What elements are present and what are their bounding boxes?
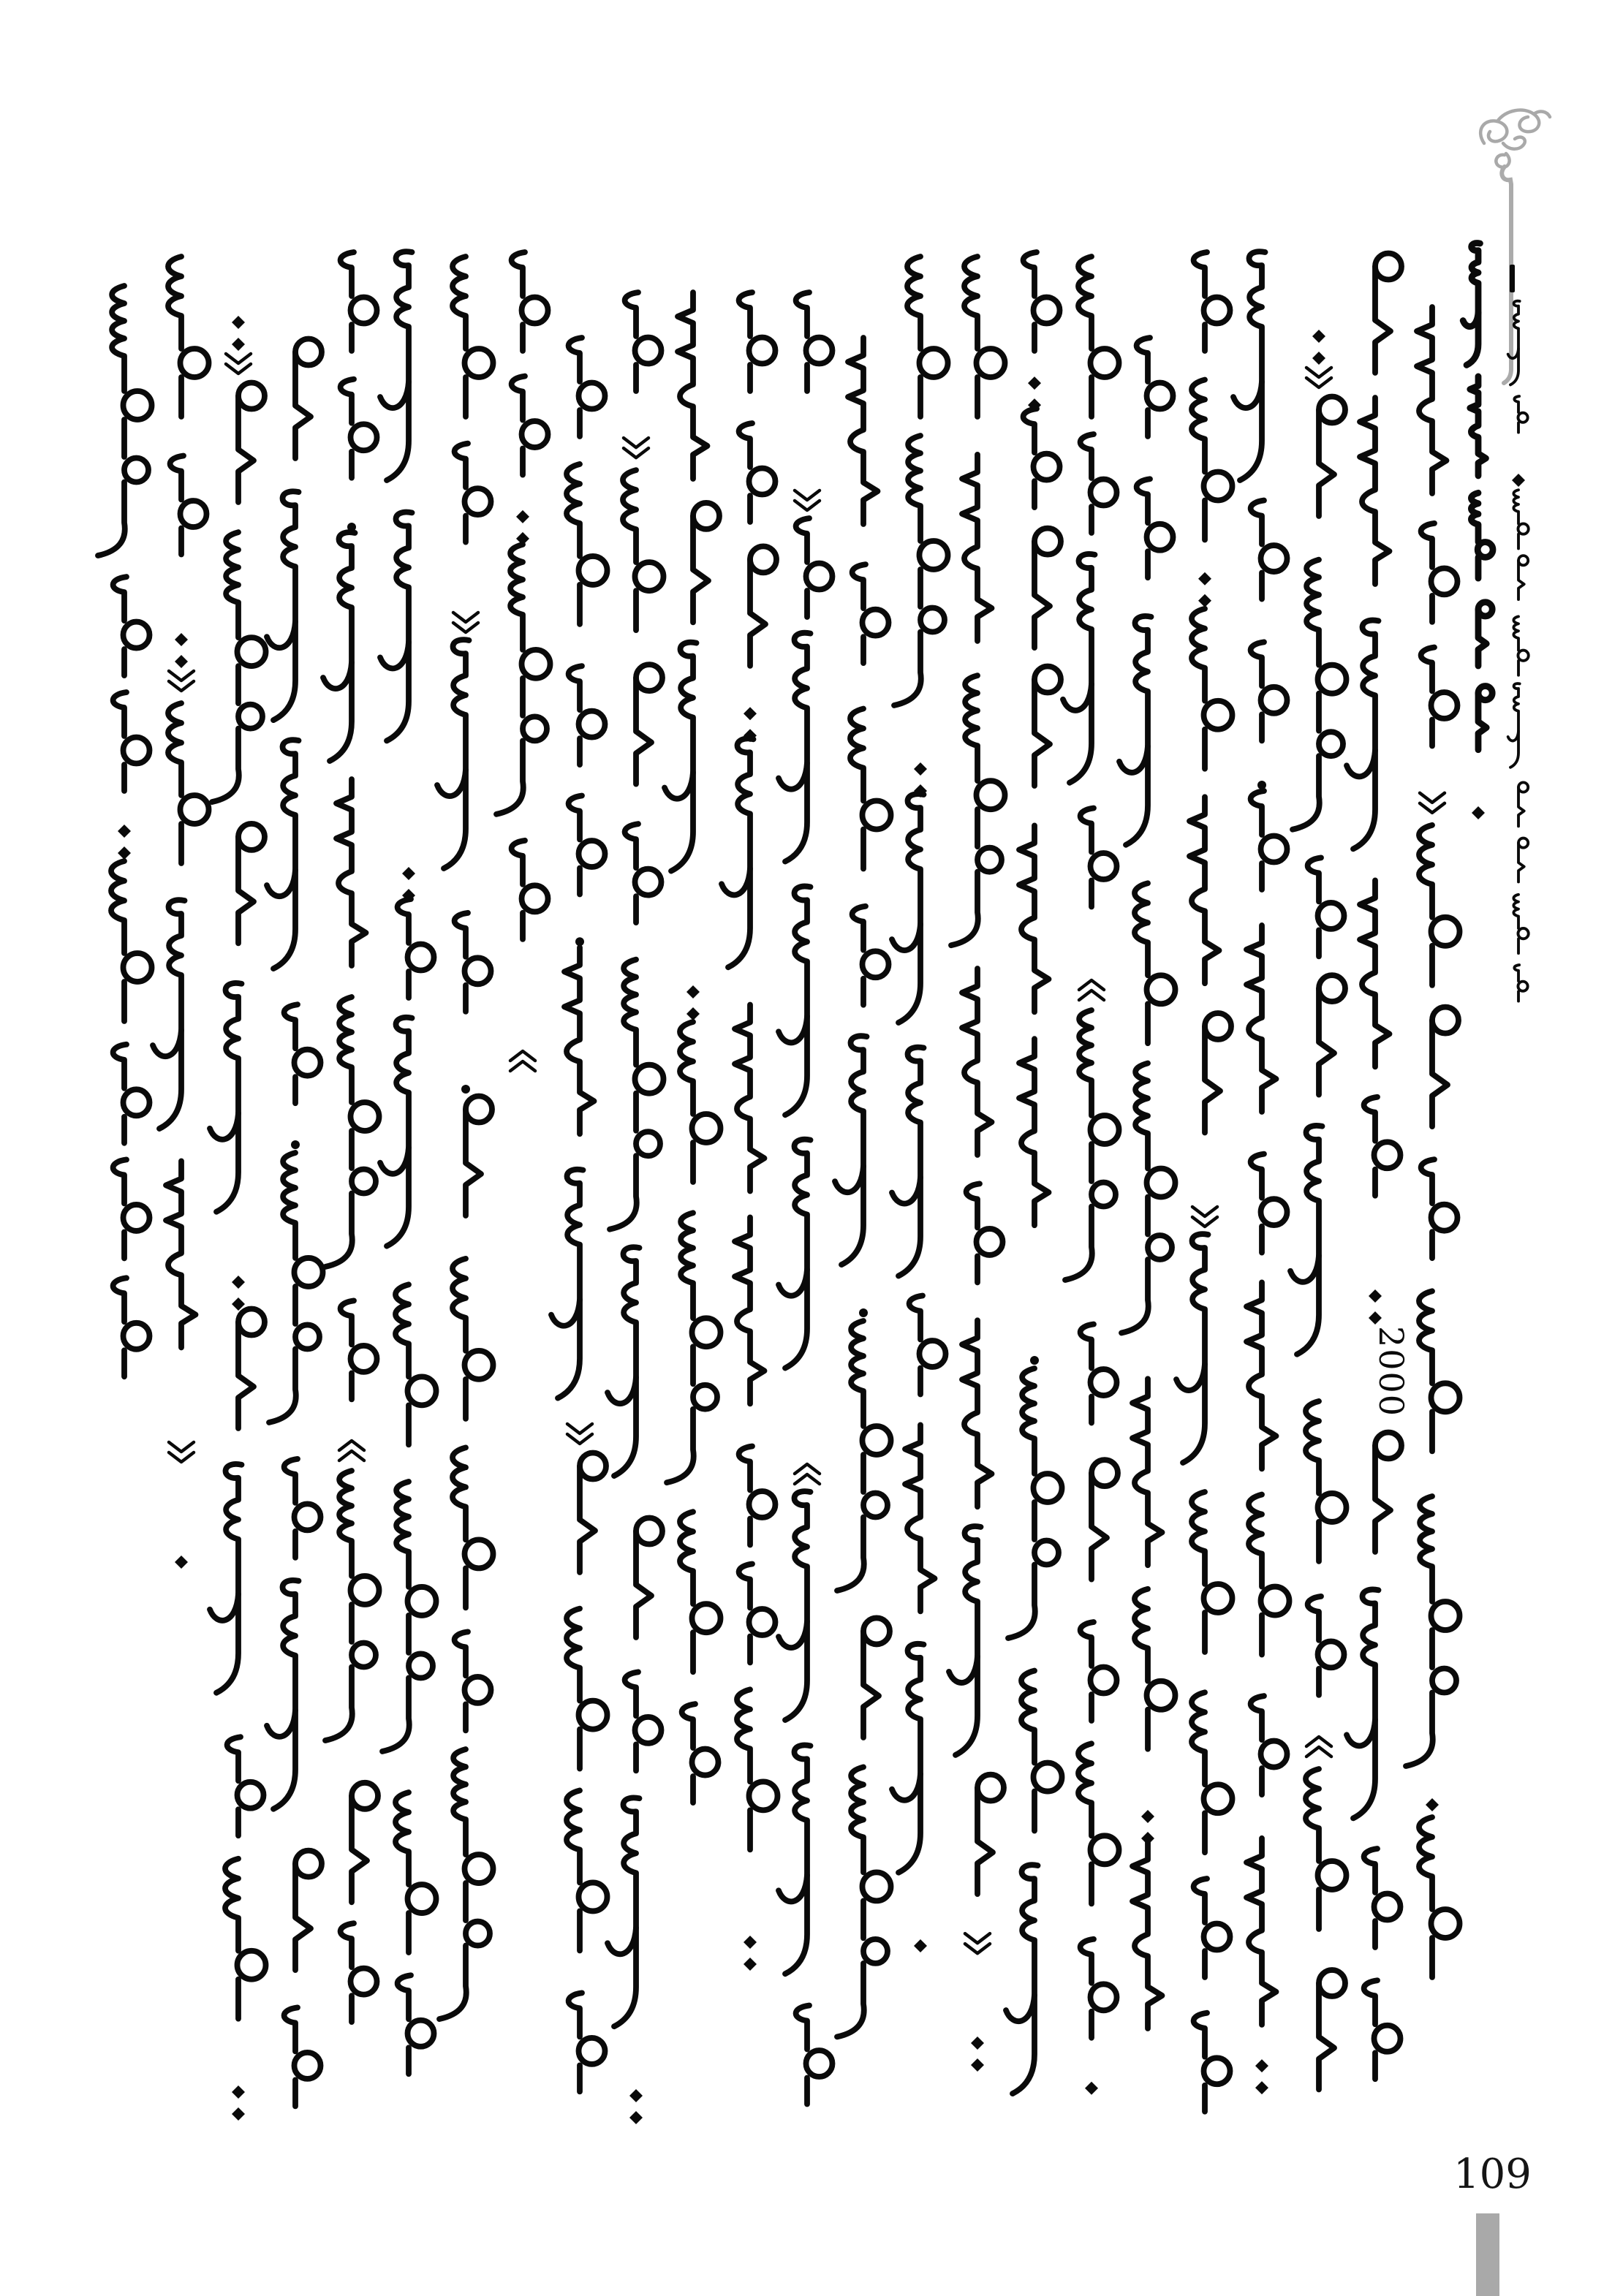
script-columns (98, 243, 1529, 2124)
text-column (153, 257, 209, 1569)
text-column (1063, 257, 1119, 2095)
text-column (1508, 301, 1529, 1001)
text-column (892, 257, 948, 1952)
text-column (1233, 251, 1290, 2094)
year-label: 2000 (1372, 1326, 1411, 1418)
header-running-column (1508, 301, 1529, 1001)
header-divider-dash (1510, 265, 1515, 292)
text-column (380, 251, 436, 2074)
text-column (210, 316, 266, 2121)
text-column (496, 252, 551, 1071)
text-column (1006, 252, 1062, 2094)
text-column (1406, 307, 1460, 1977)
text-column (665, 292, 721, 1803)
header-flourish-icon (1480, 110, 1550, 383)
text-column (1463, 243, 1493, 819)
text-column (608, 292, 664, 2124)
text-column (779, 292, 833, 2104)
text-column (949, 257, 1005, 2072)
body-text-block (98, 251, 1460, 2124)
text-column (1176, 252, 1233, 2112)
page-edge-bar (1476, 2213, 1499, 2296)
text-column (1290, 330, 1347, 2090)
text-column (835, 338, 891, 2037)
page-number: 109 (1453, 2151, 1532, 2198)
text-column (1347, 254, 1411, 2080)
text-column (437, 257, 493, 2019)
text-column (1119, 338, 1176, 2028)
text-column (323, 252, 379, 2022)
header-title-column (1463, 243, 1493, 819)
text-column (98, 286, 152, 1376)
text-column (722, 292, 778, 1971)
text-column (267, 339, 323, 2107)
text-column (551, 338, 608, 2091)
